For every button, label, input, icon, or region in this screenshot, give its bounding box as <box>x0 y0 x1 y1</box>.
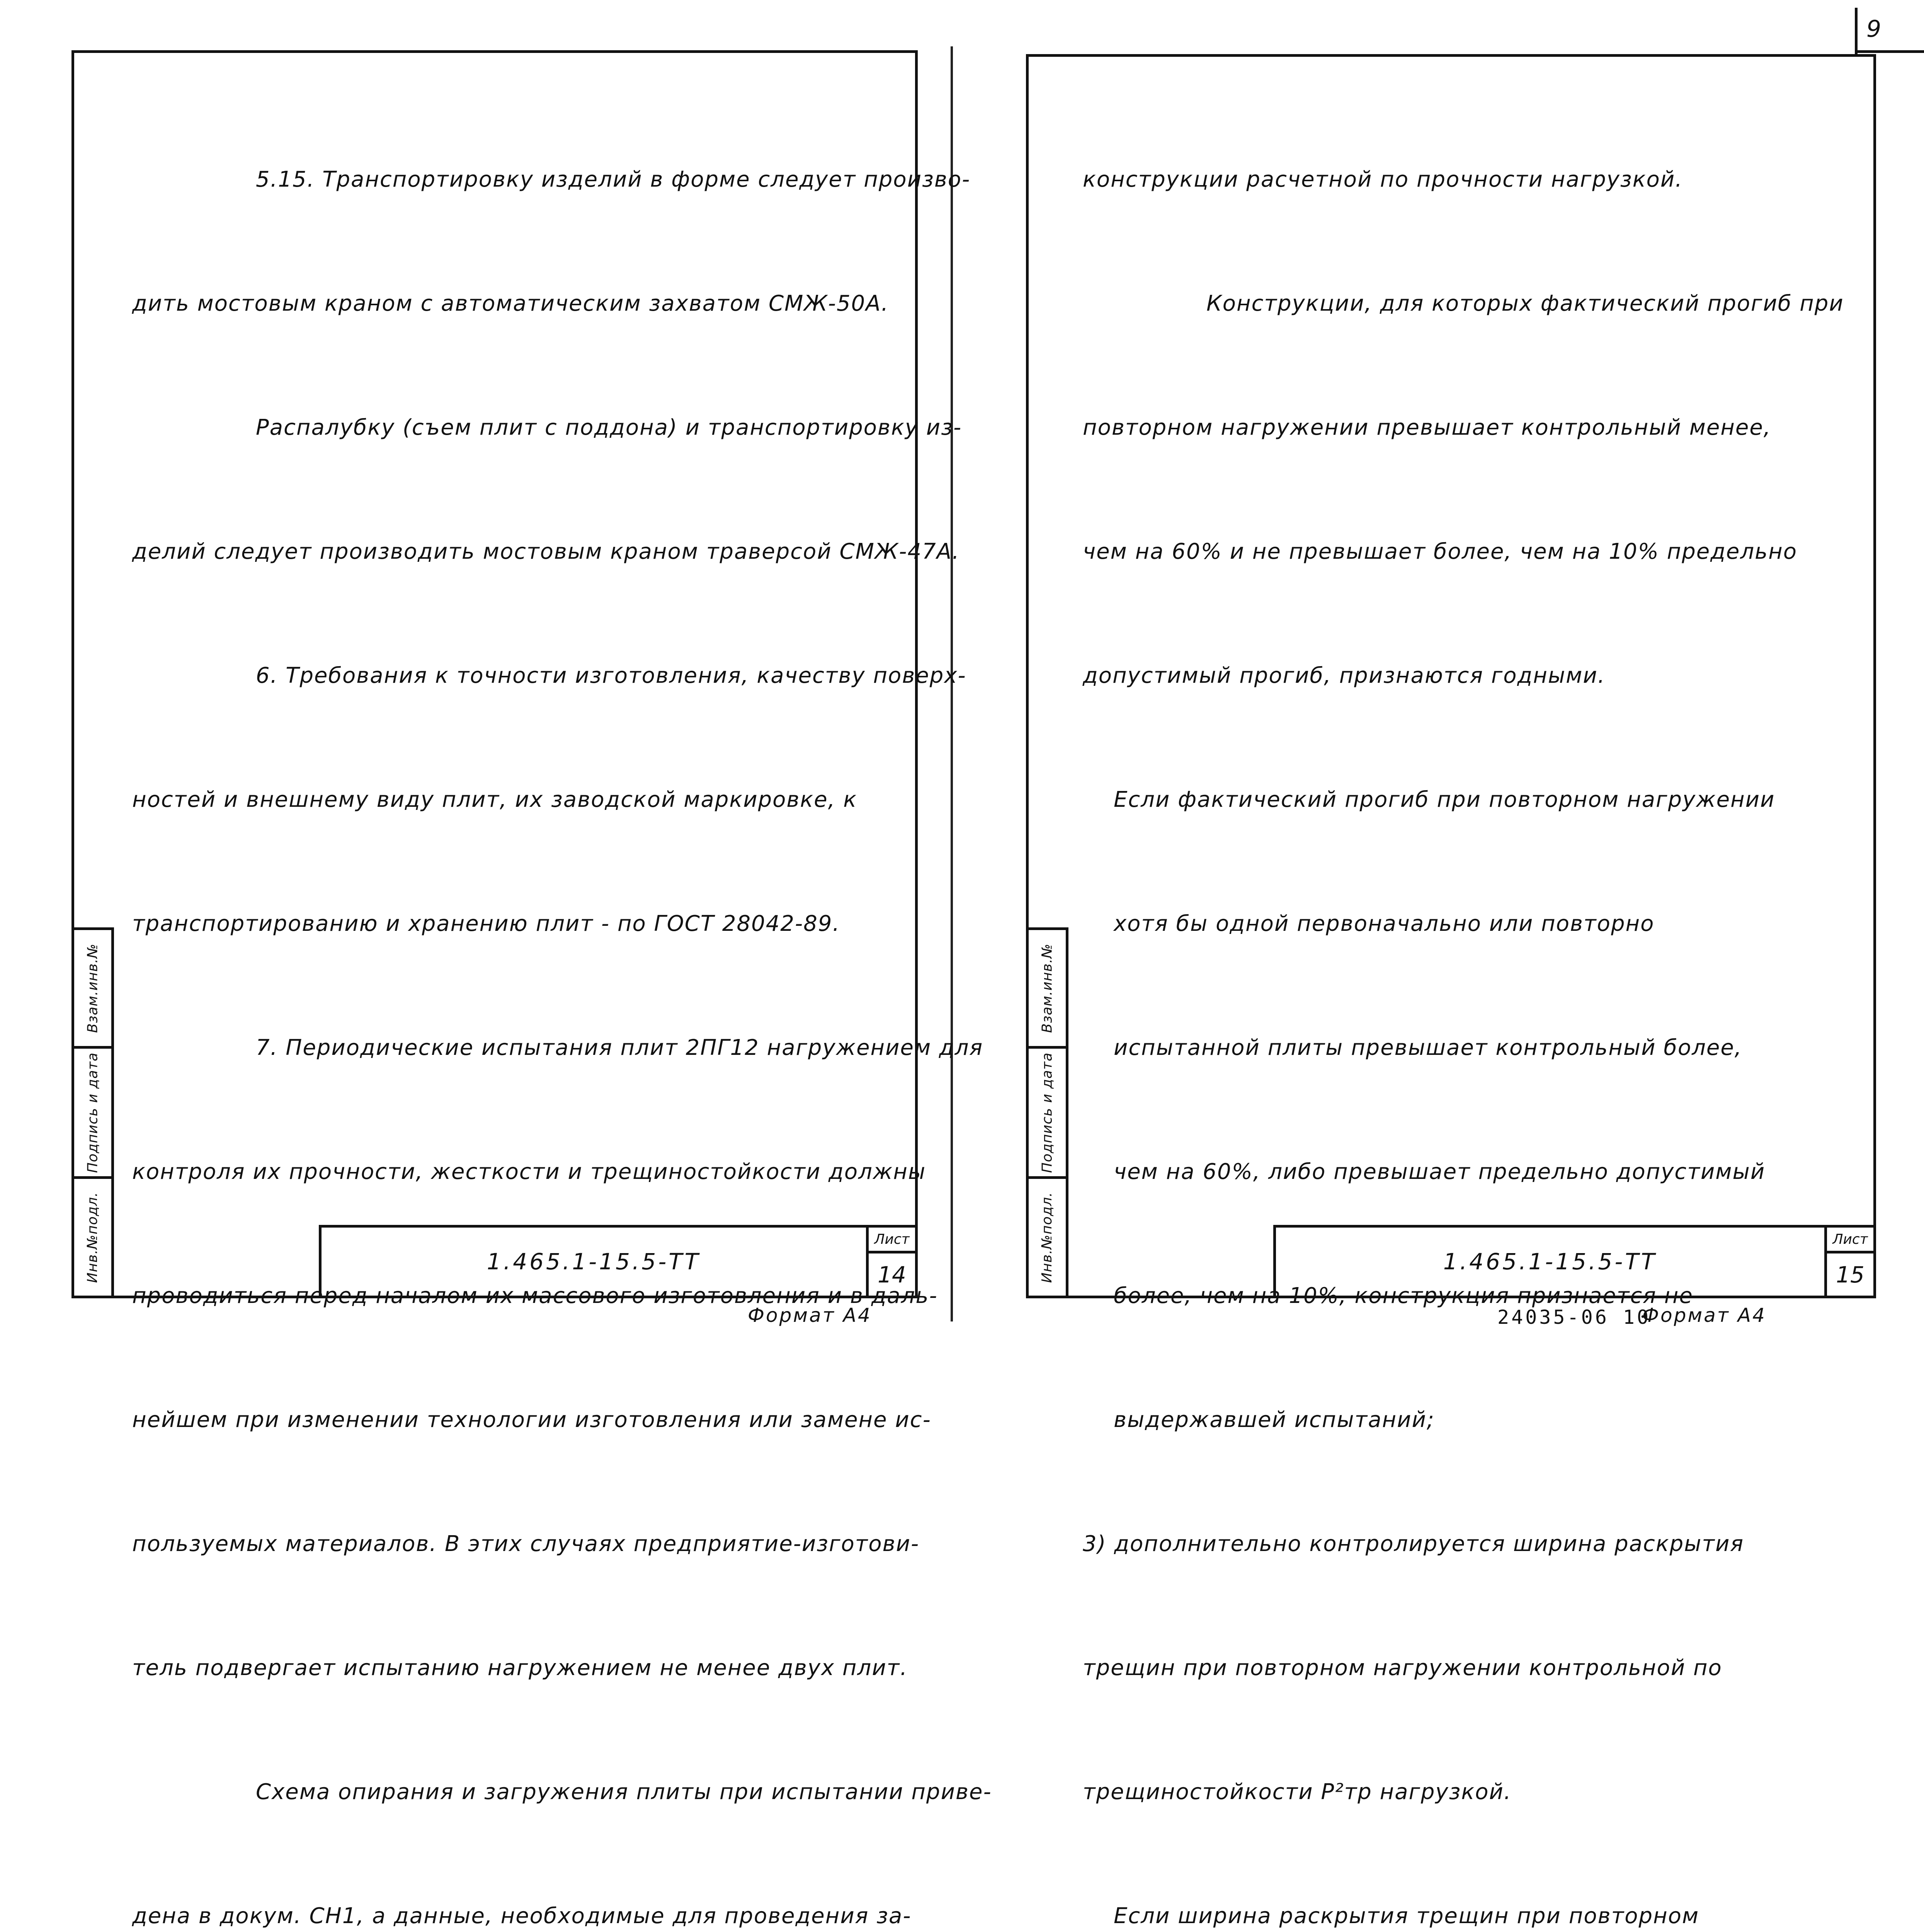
text-line: тель подвергает испытанию нагружением не менее двух плит. <box>132 1655 908 1680</box>
text-line: 3) дополнительно контролируется ширина раскрытия <box>1083 1531 1744 1556</box>
text-line: трещин при повторном нагружении контрольной по <box>1083 1655 1722 1680</box>
text-line: чем на 60% и не превышает более, чем на 10% предельно <box>1083 539 1798 564</box>
text-line: 7. Периодические испытания плит 2ПГ12 нагружением для <box>256 1035 983 1060</box>
sheet-number: 15 <box>1836 1261 1864 1288</box>
text-line: транспортированию и хранению плит - по ГОСТ 28042-89. <box>132 911 840 936</box>
text-line: повторном нагружении превышает контрольный менее, <box>1083 415 1771 440</box>
text-line: конструкции расчетной по прочности нагрузкой. <box>1083 167 1683 192</box>
text-line: Конструкции, для которых фактический прогиб при <box>1206 291 1844 316</box>
sheet-number: 14 <box>878 1261 906 1288</box>
text-line: пользуемых материалов. В этих случаях предприятие-изготови- <box>132 1531 920 1556</box>
page-number: 9 <box>1866 15 1881 43</box>
text-line: дена в докум. СН1, а данные, необходимые для проведения за- <box>132 1903 912 1929</box>
text-line: 6. Требования к точности изготовления, качеству поверх- <box>256 663 966 688</box>
title-block-left <box>319 1225 918 1298</box>
text-line: Если ширина раскрытия трещин при повторном <box>1114 1903 1699 1929</box>
side-cell-inv-podl: Инв.№подл. <box>1029 1176 1066 1296</box>
text-line: контроля их прочности, жесткости и трещиностойкости должны <box>132 1159 926 1184</box>
archive-code: 24035-06 10 <box>1497 1306 1651 1328</box>
right-body-text <box>1083 76 1844 1932</box>
text-line: 5.15. Транспортировку изделий в форме следует произво- <box>256 167 971 192</box>
format-label-left: Формат А4 <box>748 1304 872 1327</box>
corner-mark <box>1855 8 1858 54</box>
left-body-text <box>132 76 992 1932</box>
side-cell-vzam-inv: Взам.инв.№ <box>1029 927 1066 1046</box>
document-code: 1.465.1-15.5-ТТ <box>1443 1248 1657 1275</box>
text-line: чем на 60%, либо превышает предельно допустимый <box>1114 1159 1766 1184</box>
text-line: дить мостовым краном с автоматическим захватом СМЖ-50А. <box>132 291 889 316</box>
text-line: Схема опирания и загружения плиты при испытании приве- <box>256 1779 992 1804</box>
text-line: Если фактический прогиб при повторном нагружении <box>1114 787 1775 812</box>
document-code: 1.465.1-15.5-ТТ <box>487 1248 701 1275</box>
text-line: делий следует производить мостовым краном траверсой СМЖ-47А. <box>132 539 960 564</box>
side-stamp-left <box>71 927 114 1298</box>
side-cell-inv-podl: Инв.№подл. <box>74 1176 111 1296</box>
side-cell-vzam-inv: Взам.инв.№ <box>74 927 111 1046</box>
sheet-label: Лист <box>869 1228 915 1253</box>
title-block-right <box>1273 1225 1876 1298</box>
text-line: проводиться перед началом их массового изготовления и в даль- <box>132 1283 938 1308</box>
text-line: более, чем на 10%, конструкция признается не <box>1114 1283 1693 1308</box>
side-cell-podpis-data: Подпись и дата <box>1029 1046 1066 1176</box>
sheet-number-box <box>1824 1228 1873 1296</box>
text-line: выдержавшей испытаний; <box>1114 1407 1435 1432</box>
text-line: трещиностойкости Р²тр нагрузкой. <box>1083 1779 1512 1804</box>
sheet-label: Лист <box>1827 1228 1873 1253</box>
text-line: допустимый прогиб, признаются годными. <box>1083 663 1606 688</box>
format-label-right: Формат А4 <box>1642 1304 1766 1327</box>
text-line: Распалубку (съем плит с поддона) и транспортировку из- <box>256 415 962 440</box>
sheet-number-box <box>866 1228 915 1296</box>
text-line: ностей и внешнему виду плит, их заводской маркировке, к <box>132 787 857 812</box>
text-line: хотя бы одной первоначально или повторно <box>1114 911 1655 936</box>
side-cell-podpis-data: Подпись и дата <box>74 1046 111 1176</box>
corner-mark-horizontal <box>1855 50 1924 53</box>
side-stamp-right <box>1026 927 1068 1298</box>
text-line: испытанной плиты превышает контрольный более, <box>1114 1035 1742 1060</box>
text-line: нейшем при изменении технологии изготовления или замене ис- <box>132 1407 931 1432</box>
